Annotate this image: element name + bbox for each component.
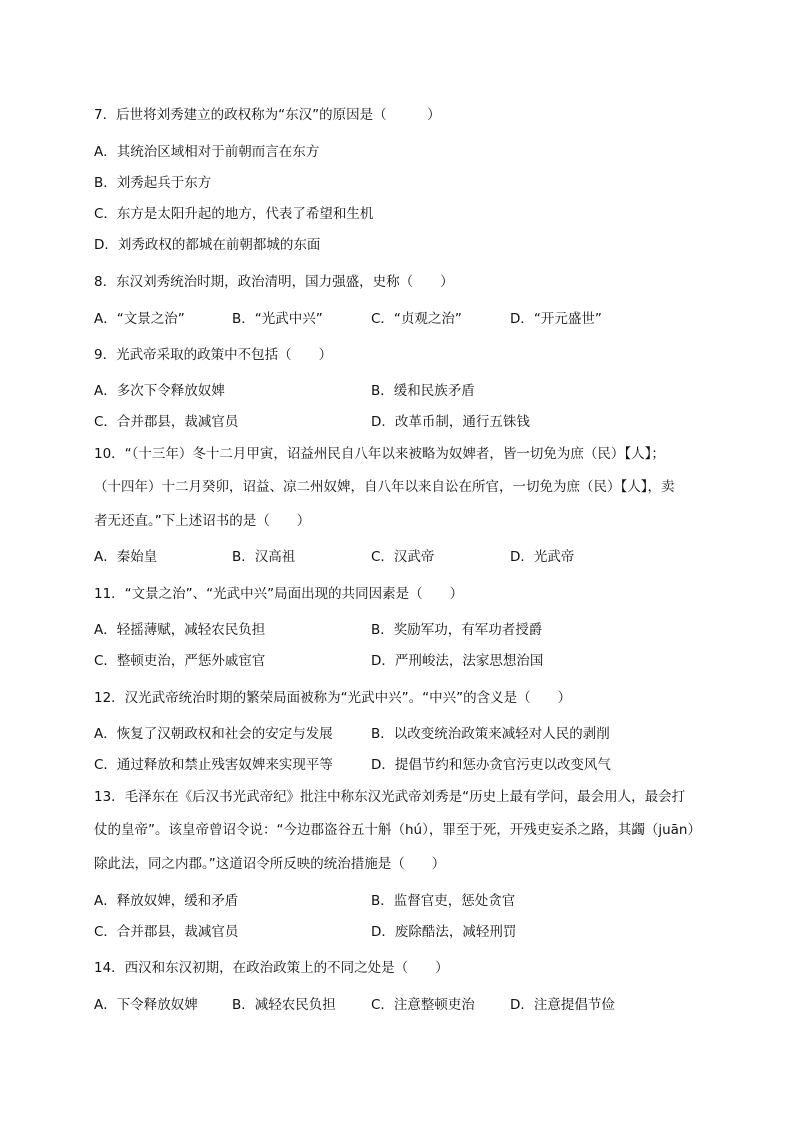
q9-option-a: A．多次下令释放奴婢 (94, 383, 225, 399)
q14-option-c: C．注意整顿吏治 (371, 997, 475, 1013)
q9-option-b: B．缓和民族矛盾 (371, 383, 475, 399)
q8-option-b: B．“光武中兴” (232, 311, 323, 327)
q10-option-a: A．秦始皇 (94, 549, 158, 565)
q12-option-b: B．以改变统治政策来减轻对人民的剥削 (371, 726, 610, 742)
q8-option-c: C．“贞观之治” (371, 311, 462, 327)
question-7-stem: 7．后世将刘秀建立的政权称为“东汉”的原因是（ ） (94, 107, 441, 123)
q8-option-d: D．“开元盛世” (510, 311, 602, 327)
question-13-stem-line-1: 13．毛泽东在《后汉书光武帝纪》批注中称东汉光武帝刘秀是“历史上最有学问，最会用人，最会打 (94, 789, 686, 805)
q8-option-a: A．“文景之治” (94, 311, 185, 327)
q7-option-b: B．刘秀起兵于东方 (94, 175, 212, 191)
q11-option-c: C．整顿吏治，严惩外戚宦官 (94, 653, 266, 669)
question-11-stem: 11．“文景之治”、“光武中兴”局面出现的共同因素是（ ） (94, 586, 464, 602)
question-14-stem: 14．西汉和东汉初期，在政治政策上的不同之处是（ ） (94, 960, 449, 976)
q14-option-d: D．注意提倡节俭 (510, 997, 615, 1013)
question-12-stem: 12．汉光武帝统治时期的繁荣局面被称为“光武中兴”。“中兴”的含义是（ ） (94, 690, 572, 706)
question-10-stem-line-2: （十四年）十二月癸卯，诏益、凉二州奴婢，自八年以来自讼在所官，一切免为庶（民）【人】，卖 (94, 479, 675, 495)
q9-option-c: C．合并郡县，裁减官员 (94, 414, 239, 430)
q11-option-d: D．严刑峻法，法家思想治国 (371, 653, 544, 669)
question-13-stem-line-3: 除此法，同之内郡。”这道诏令所反映的统治措施是（ ） (94, 856, 446, 872)
q11-option-a: A．轻摇薄赋，减轻农民负担 (94, 622, 266, 638)
q10-option-b: B．汉高祖 (232, 549, 296, 565)
question-8-stem: 8．东汉刘秀统治时期，政治清明，国力强盛，史称（ ） (94, 274, 454, 290)
q13-option-d: D．废除酷法，减轻刑罚 (371, 924, 517, 940)
q11-option-b: B．奖励军功，有军功者授爵 (371, 622, 543, 638)
q13-option-c: C．合并郡县，裁减官员 (94, 924, 239, 940)
q9-option-d: D．改革币制，通行五铢钱 (371, 414, 530, 430)
question-9-stem: 9．光武帝采取的政策中不包括（ ） (94, 347, 333, 363)
q14-option-a: A．下令释放奴婢 (94, 997, 198, 1013)
q13-option-b: B．监督官吏，惩处贪官 (371, 893, 516, 909)
question-10-stem-line-3: 者无还直。”下上述诏书的是（ ） (94, 513, 311, 529)
question-13-stem-line-2: 仗的皇帝”。该皇帝曾诏令说：“今边郡盗谷五十斛（hú），罪至于死，开残吏妄杀之路，其蠲（juān） (94, 822, 701, 838)
q10-option-c: C．汉武帝 (371, 549, 435, 565)
q12-option-d: D．提倡节约和惩办贪官污吏以改变风气 (371, 757, 611, 773)
q12-option-a: A．恢复了汉朝政权和社会的安定与发展 (94, 726, 333, 742)
q13-option-a: A．释放奴婢，缓和矛盾 (94, 893, 239, 909)
q7-option-d: D．刘秀政权的都城在前朝都城的东面 (94, 237, 321, 253)
q7-option-a: A．其统治区域相对于前朝而言在东方 (94, 144, 320, 160)
q10-option-d: D．光武帝 (510, 549, 575, 565)
q14-option-b: B．减轻农民负担 (232, 997, 336, 1013)
q7-option-c: C．东方是太阳升起的地方，代表了希望和生机 (94, 206, 374, 222)
q12-option-c: C．通过释放和禁止残害奴婢来实现平等 (94, 757, 333, 773)
question-10-stem-line-1: 10．“（十三年）冬十二月甲寅，诏益州民自八年以来被略为奴婢者，皆一切免为庶（民）【人】； (94, 446, 665, 462)
